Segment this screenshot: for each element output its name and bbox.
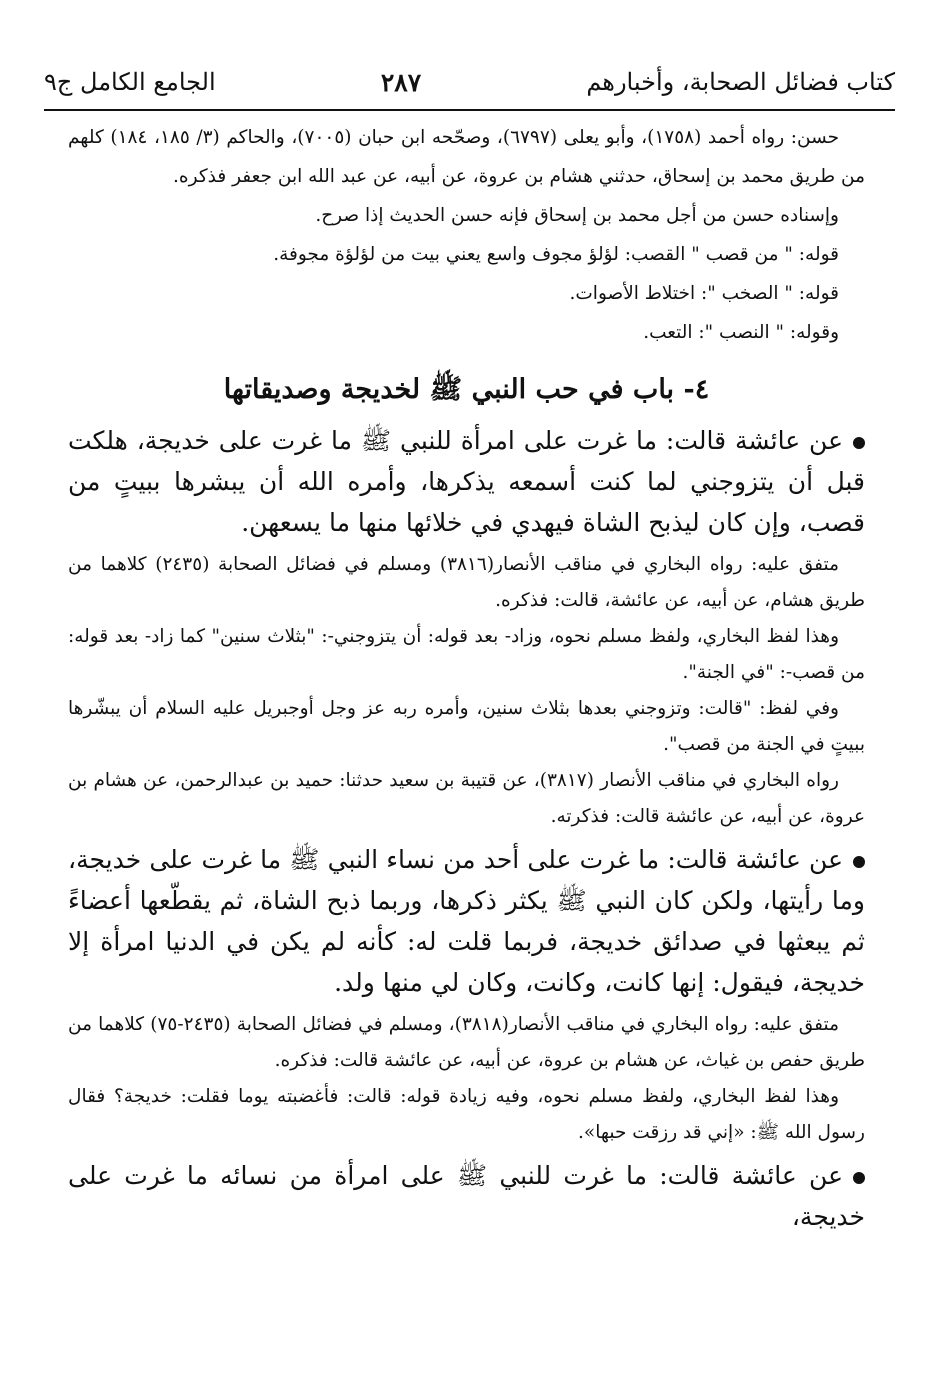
footnote-paragraph: متفق عليه: رواه البخاري في مناقب الأنصار(٣٨١٦) ومسلم في فضائل الصحابة (٢٤٣٥) كلاهما من طريق هشام، عن أبيه، عن عائشة، قالت: فذكره. xyxy=(68,554,865,611)
hadith-body: عن عائشة قالت: ما غرت على أحد من نساء النبي ﷺ ما غرت على خديجة، وما رأيتها، ولكن كان النبي ﷺ يكثر ذكرها، وربما ذبح الشاة، ثم يقطّعها أعضاءً ثم يبعثها في صدائق خديجة، فربما قلت له: كأنه لم يكن في الدنيا امرأة إلا خديجة، فيقول: إنها كانت، وكانت، وكان لي منها ولد. xyxy=(68,845,865,997)
hadith-body: عن عائشة قالت: ما غرت على امرأة للنبي ﷺ ما غرت على خديجة، هلكت قبل أن يتزوجني لما كنت أسمعه يذكرها، وأمره الله أن يبشرها ببيتٍ من قصب، وإن كان ليذبح الشاة فيهدي في خلائها منها ما يسعهن. xyxy=(68,426,865,537)
bullet-icon xyxy=(853,437,865,449)
footnote-paragraph: متفق عليه: رواه البخاري في مناقب الأنصار(٣٨١٨)، ومسلم في فضائل الصحابة (٢٤٣٥-٧٥) كلاهما من طريق حفص بن غياث، عن هشام بن عروة، عن أبيه، عن عائشة قالت: فذكره. xyxy=(68,1014,865,1071)
section-heading: ٤- باب في حب النبي ﷺ لخديجة وصديقاتها xyxy=(223,374,710,405)
header-chapter-title: كتاب فضائل الصحابة، وأخبارهم xyxy=(586,68,895,96)
footnote-paragraph: وفي لفظ: "قالت: وتزوجني بعدها بثلاث سنين، وأمره ربه عز وجل أوجبريل عليه السلام أن يبشّرها ببيتٍ في الجنة من قصب". xyxy=(68,698,865,755)
footnote-paragraph: حسن: رواه أحمد (١٧٥٨)، وأبو يعلى (٦٧٩٧)، وصحّحه ابن حبان (٧٠٠٥)، والحاكم (٣/ ١٨٥، ١٨٤) كلهم من طريق محمد بن إسحاق، حدثني هشام بن عروة، عن أبيه، عن عبد الله ابن جعفر فذكره. xyxy=(68,127,865,187)
footnote-paragraph: وقوله: " النصب ": التعب. xyxy=(643,322,839,343)
header-book-title: الجامع الكامل ج٩ xyxy=(44,68,216,96)
running-header xyxy=(44,60,895,104)
page-number: ٢٨٧ xyxy=(380,67,422,97)
footnote-paragraph: وهذا لفظ البخاري، ولفظ مسلم نحوه، وزاد- بعد قوله: أن يتزوجني-: "بثلاث سنين" كما زاد- بعد قوله: من قصب-: "في الجنة". xyxy=(68,626,865,683)
footnote-paragraph: رواه البخاري في مناقب الأنصار (٣٨١٧)، عن قتيبة بن سعيد حدثنا: حميد بن عبدالرحمن، عن هشام بن عروة، عن أبيه، عن عائشة قالت: فذكرته. xyxy=(68,770,865,827)
hadith-text xyxy=(68,420,865,543)
hadith-text xyxy=(68,1155,865,1237)
footnote-paragraph: وهذا لفظ البخاري، ولفظ مسلم نحوه، وفيه زيادة قوله: قالت: فأغضبته يوما فقلت: خديجة؟ فقال رسول الله ﷺ: «إني قد رزقت حبها». xyxy=(68,1086,865,1143)
footnote-paragraph: وإسناده حسن من أجل محمد بن إسحاق فإنه حسن الحديث إذا صرح. xyxy=(315,205,839,226)
hadith-body: عن عائشة قالت: ما غرت للنبي ﷺ على امرأة من نسائه ما غرت على خديجة، xyxy=(68,1161,865,1231)
footnote-paragraph: قوله: " الصخب ": اختلاط الأصوات. xyxy=(569,283,839,304)
hadith-text xyxy=(68,839,865,1003)
header-divider xyxy=(44,109,895,111)
page-body xyxy=(68,118,865,1241)
bullet-icon xyxy=(853,856,865,868)
bullet-icon xyxy=(853,1172,865,1184)
footnote-paragraph: قوله: " من قصب " القصب: لؤلؤ مجوف واسع يعني بيت من لؤلؤة مجوفة. xyxy=(273,244,839,265)
